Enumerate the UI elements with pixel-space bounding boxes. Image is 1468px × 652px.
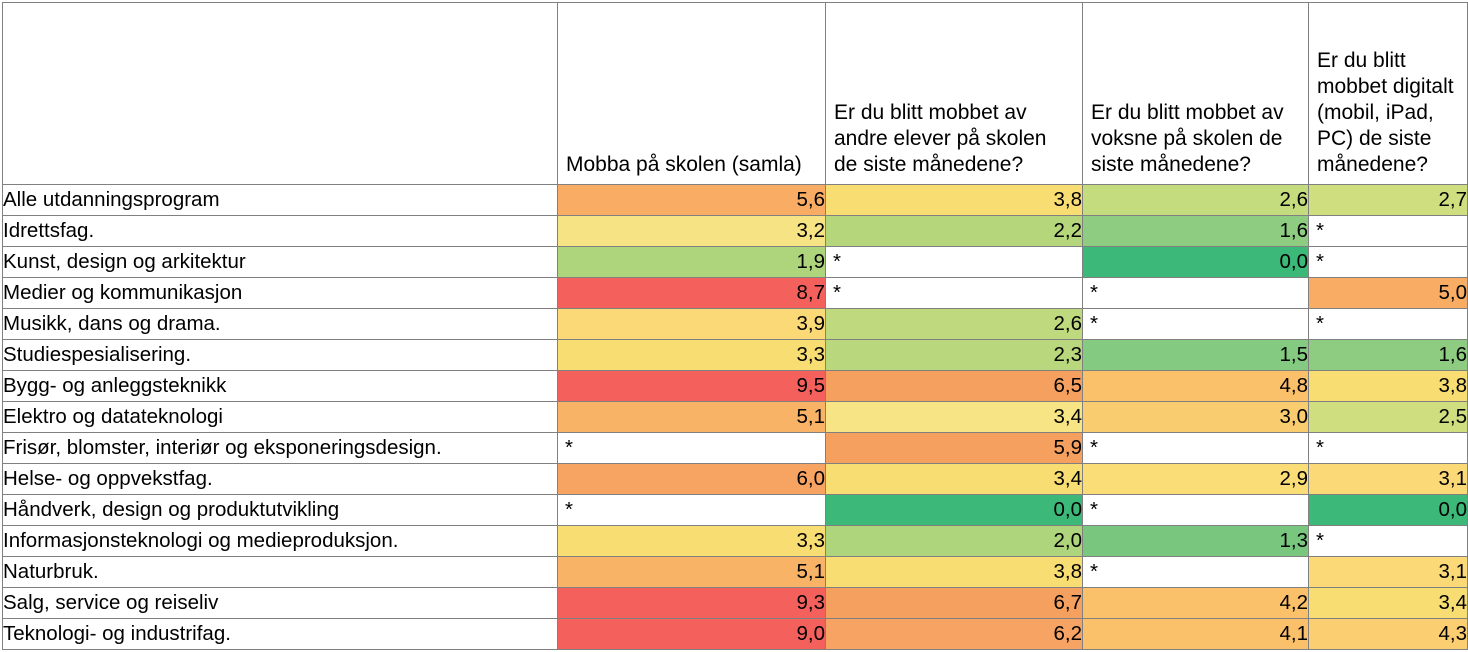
data-cell: *	[1083, 495, 1309, 526]
data-cell: *	[1083, 557, 1309, 588]
table-row	[3, 309, 1468, 340]
data-cell: 3,3	[558, 340, 826, 371]
column-header-mobbet-voksne	[1083, 3, 1309, 185]
data-cell: 3,4	[1309, 588, 1468, 619]
table-row	[3, 557, 1468, 588]
data-cell: 5,1	[558, 402, 826, 433]
data-cell: 3,0	[1083, 402, 1309, 433]
data-cell: *	[826, 278, 1083, 309]
row-label: Naturbruk.	[3, 557, 558, 588]
data-cell: 4,1	[1083, 619, 1309, 650]
data-cell: 3,8	[1309, 371, 1468, 402]
data-cell: *	[1309, 433, 1468, 464]
data-cell: 2,6	[1083, 185, 1309, 216]
row-label: Salg, service og reiseliv	[3, 588, 558, 619]
data-cell: *	[558, 495, 826, 526]
data-cell: *	[1309, 526, 1468, 557]
row-label: Medier og kommunikasjon	[3, 278, 558, 309]
table-row	[3, 526, 1468, 557]
column-header-mobba-samla	[558, 3, 826, 185]
data-cell: 1,3	[1083, 526, 1309, 557]
row-label: Bygg- og anleggsteknikk	[3, 371, 558, 402]
data-cell: 2,7	[1309, 185, 1468, 216]
data-cell: *	[558, 433, 826, 464]
data-cell: 2,3	[826, 340, 1083, 371]
column-header-mobba-samla-label: Mobba på skolen (samla)	[566, 153, 802, 176]
data-cell: 6,5	[826, 371, 1083, 402]
data-cell: 8,7	[558, 278, 826, 309]
column-header-mobbet-elever	[826, 3, 1083, 185]
data-cell: 3,3	[558, 526, 826, 557]
data-cell: 6,7	[826, 588, 1083, 619]
table-row	[3, 402, 1468, 433]
data-cell: *	[1083, 309, 1309, 340]
data-cell: 3,4	[826, 402, 1083, 433]
data-cell: 3,8	[826, 557, 1083, 588]
row-label: Håndverk, design og produktutvikling	[3, 495, 558, 526]
data-cell: 4,8	[1083, 371, 1309, 402]
column-header-mobbet-digitalt-label: Er du blitt mobbet digitalt (mobil, iPad, PC) de siste månedene?	[1317, 49, 1454, 176]
column-header-mobbet-elever-label: Er du blitt mobbet av andre elever på skolen de siste månedene?	[834, 101, 1047, 176]
data-cell: 9,0	[558, 619, 826, 650]
data-cell: 0,0	[826, 495, 1083, 526]
data-cell: 2,0	[826, 526, 1083, 557]
data-cell: 3,4	[826, 464, 1083, 495]
data-cell: 9,5	[558, 371, 826, 402]
data-cell: 2,9	[1083, 464, 1309, 495]
data-cell: 6,0	[558, 464, 826, 495]
bullying-statistics-table	[2, 2, 1468, 650]
table-header-row	[3, 3, 1468, 185]
data-cell: 3,2	[558, 216, 826, 247]
data-cell: 2,2	[826, 216, 1083, 247]
table-row	[3, 495, 1468, 526]
table-row	[3, 464, 1468, 495]
data-cell: 3,8	[826, 185, 1083, 216]
data-cell: 2,5	[1309, 402, 1468, 433]
data-cell: 5,6	[558, 185, 826, 216]
spreadsheet-table-view	[0, 2, 1467, 652]
row-label: Helse- og oppvekstfag.	[3, 464, 558, 495]
row-label: Frisør, blomster, interiør og eksponeringsdesign.	[3, 433, 558, 464]
table-row	[3, 371, 1468, 402]
table-row	[3, 340, 1468, 371]
table-row	[3, 185, 1468, 216]
row-label: Idrettsfag.	[3, 216, 558, 247]
data-cell: *	[1309, 309, 1468, 340]
data-cell: 1,5	[1083, 340, 1309, 371]
data-cell: 6,2	[826, 619, 1083, 650]
data-cell: *	[1309, 216, 1468, 247]
data-cell: 9,3	[558, 588, 826, 619]
data-cell: 5,0	[1309, 278, 1468, 309]
data-cell: *	[1083, 433, 1309, 464]
table-row	[3, 247, 1468, 278]
data-cell: 4,2	[1083, 588, 1309, 619]
column-header-program-label	[3, 178, 557, 184]
table-row	[3, 216, 1468, 247]
data-cell: *	[826, 247, 1083, 278]
data-cell: 4,3	[1309, 619, 1468, 650]
data-cell: *	[1083, 278, 1309, 309]
table-row	[3, 433, 1468, 464]
data-cell: 0,0	[1083, 247, 1309, 278]
data-cell: 5,1	[558, 557, 826, 588]
column-header-mobbet-digitalt	[1309, 3, 1468, 185]
data-cell: 0,0	[1309, 495, 1468, 526]
row-label: Kunst, design og arkitektur	[3, 247, 558, 278]
column-header-program	[3, 3, 558, 185]
table-body	[3, 185, 1468, 650]
data-cell: 3,9	[558, 309, 826, 340]
data-cell: 2,6	[826, 309, 1083, 340]
data-cell: 1,6	[1083, 216, 1309, 247]
row-label: Musikk, dans og drama.	[3, 309, 558, 340]
row-label: Teknologi- og industrifag.	[3, 619, 558, 650]
data-cell: 3,1	[1309, 557, 1468, 588]
data-cell: 1,6	[1309, 340, 1468, 371]
data-cell: 5,9	[826, 433, 1083, 464]
data-cell: 1,9	[558, 247, 826, 278]
table-row	[3, 619, 1468, 650]
data-cell: 3,1	[1309, 464, 1468, 495]
column-header-mobbet-voksne-label: Er du blitt mobbet av voksne på skolen de siste månedene?	[1091, 101, 1284, 176]
table-row	[3, 278, 1468, 309]
row-label: Alle utdanningsprogram	[3, 185, 558, 216]
row-label: Elektro og datateknologi	[3, 402, 558, 433]
table-row	[3, 588, 1468, 619]
row-label: Informasjonsteknologi og medieproduksjon.	[3, 526, 558, 557]
data-cell: *	[1309, 247, 1468, 278]
row-label: Studiespesialisering.	[3, 340, 558, 371]
